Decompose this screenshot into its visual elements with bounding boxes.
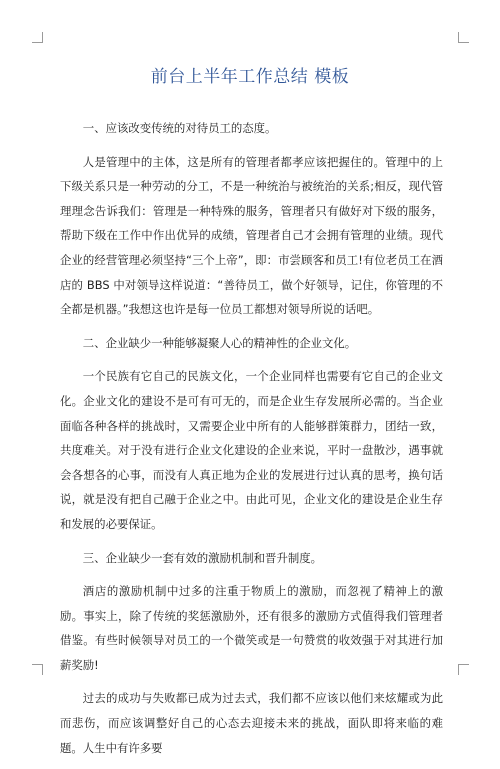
- section-heading-1: 一、应该改变传统的对待员工的态度。: [82, 121, 277, 135]
- document-body: [60, 116, 443, 769]
- paragraph-1: 人是管理中的主体，这是所有的管理者都孝应该把握住的。管理中的上下级关系只是一种劳动的分工，不是一种统治与被统治的关系;相反，现代管理理念告诉我们：管理是一种特殊的服务，管理者只有做好对下级的服务，帮助下级在工作中作出优异的成绩，管理者自己才会拥有管理的业绩。现代企业的经营管理必须坚持“三个上帝”，即：市尝顾客和员工!有位老员工在酒店的 BBS 中对领导这样说道：“善待员工，做个好领导，记住，你管理的不全都是机器。”我想这也许是每一位员工都想对领导所说的话吧。: [60, 154, 443, 317]
- paragraph-2: 一个民族有它自己的民族文化，一个企业同样也需要有它自己的企业文化。企业文化的建设不是可有可无的，而是企业生存发展所必需的。当企业面临各种各样的挑战时，又需要企业中所有的人能够群策群力，团结一致，共度难关。对于没有进行企业文化建设的企业来说，平时一盘散沙，遇事就会各想各的心事，而没有人真正地为企业的发展进行过认真的思考，换句话说，就是没有把自己融于企业之中。由此可见，企业文化的建设是企业生存和发展的必要保证。: [60, 369, 443, 531]
- page-corner-mark-bottom-left: [32, 664, 43, 675]
- paragraph-3: 酒店的激励机制中过多的注重于物质上的激励，而忽视了精神上的激励。事实上，除了传统的奖惩激励外，还有很多的激励方式值得我们管理者借鉴。有些时候领导对员工的一个微笑或是一句赞赏的收效强于对其进行加薪奖励!: [60, 584, 443, 672]
- page-corner-mark-bottom-right: [458, 664, 469, 675]
- section-heading-3: 三、企业缺少一套有效的激励机制和晋升制度。: [82, 550, 323, 565]
- page-corner-mark-top-right: [458, 32, 469, 43]
- section-heading-2: 二、企业缺少一种能够凝聚人心的精神性的企业文化。: [82, 335, 357, 350]
- page-corner-mark-top-left: [32, 32, 43, 43]
- document-title: 前台上半年工作总结 模板: [150, 67, 350, 87]
- paragraph-4: 过去的成功与失败都已成为过去式，我们都不应该以他们来炫耀或为此而悲伤，而应该调整好自己的心态去迎接未来的挑战，面队即将来临的难题。人生中有许多要: [60, 691, 443, 755]
